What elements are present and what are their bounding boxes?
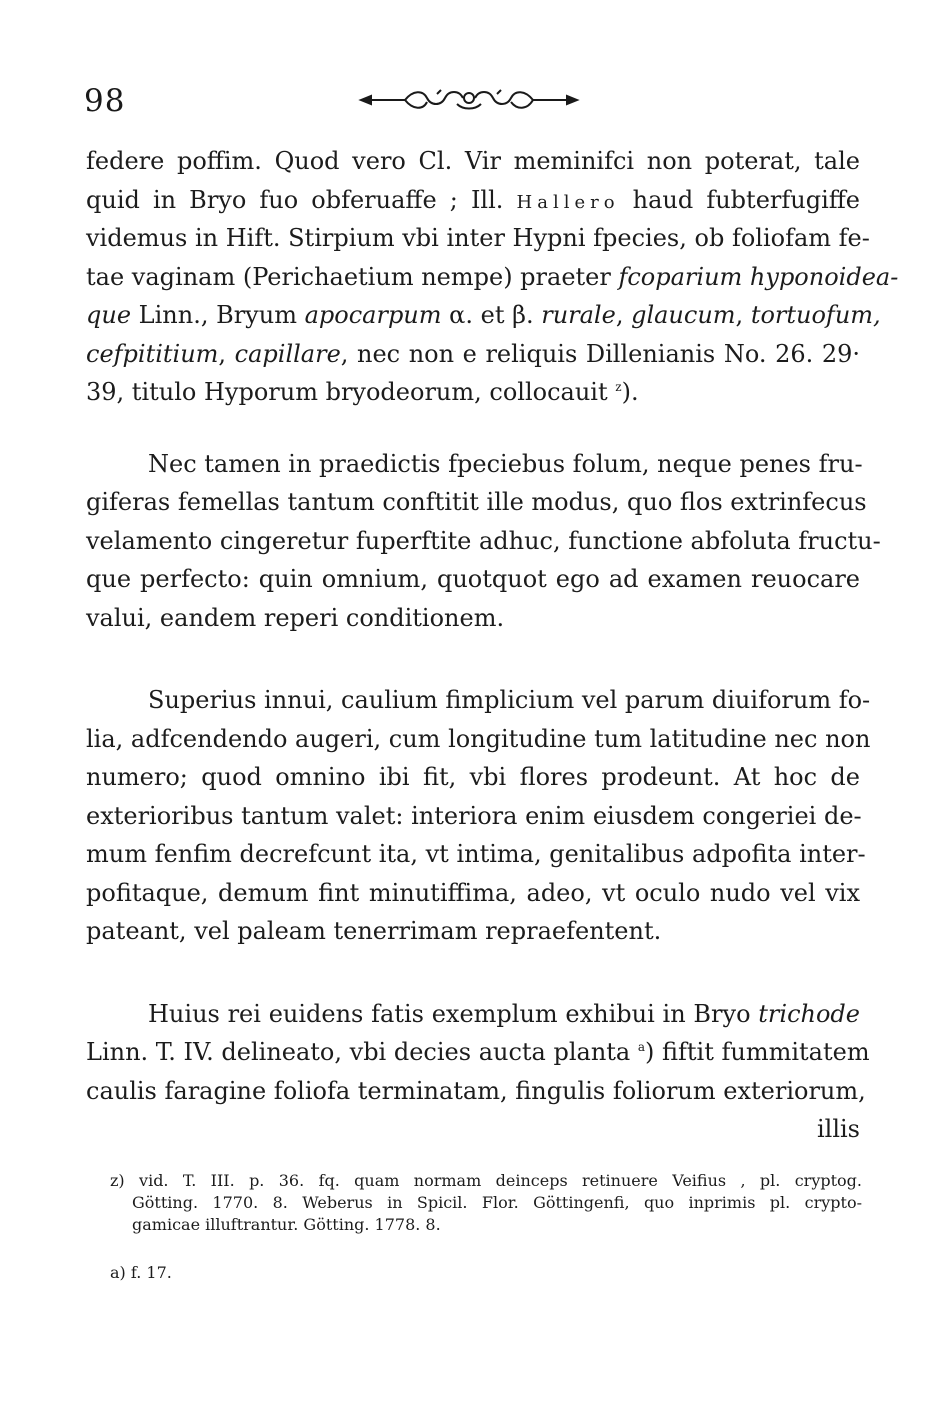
text-line (86, 373, 860, 412)
text-line: mum fenfim decrefcunt ita, vt intima, genitalibus adpofita inter- (86, 840, 866, 868)
author-name-small-caps: Hallero (516, 191, 620, 213)
text-line: valui, eandem reperi conditionem. (86, 603, 505, 632)
footnote-line: a) f. 17. (110, 1263, 172, 1282)
text-fragment: , (615, 301, 632, 329)
text-line: giferas femellas tantum conftitit ille modus, quo flos extrinfecus (86, 488, 867, 516)
footnotes (110, 1170, 862, 1284)
text-line (86, 335, 860, 374)
species-name-italic: glaucum (631, 301, 736, 329)
footnote-mark: a (637, 1040, 646, 1054)
text-line: videmus in Hift. Stirpium vbi inter Hypni fpecies, ob foliofam fe- (86, 224, 870, 252)
text-line: pateant, vel paleam tenerrimam repraefentent. (86, 917, 662, 945)
text-line: Superius innui, caulium fimplicium vel parum diuiforum fo- (148, 686, 871, 714)
text-fragment: Linn., Bryum (131, 301, 305, 329)
text-fragment: ) fiftit fummitatem (645, 1038, 870, 1066)
text-fragment: , (218, 339, 235, 368)
text-line: velamento cingeretur fuperftite adhuc, functione abfoluta fructu- (86, 526, 881, 555)
text-line (86, 258, 899, 297)
species-name-italic: que (86, 301, 132, 329)
species-name-italic: fcoparium hyponoidea- (618, 262, 899, 291)
text-line: caulis faragine foliofa terminatam, fingulis foliorum exteriorum, (86, 1076, 866, 1105)
footnote-mark: z (615, 380, 622, 394)
text-fragment: 39, titulo Hyporum bryodeorum, collocauit (86, 378, 616, 406)
species-name-italic: tortuofum, (750, 301, 881, 329)
text-fragment: α. et β. (441, 301, 542, 329)
text-fragment: , nec non e reliquis Dillenianis No. 26. 29· (340, 339, 860, 368)
footnote-gap (110, 1236, 862, 1262)
text-line: lia, adfcendendo augeri, cum longitudine tum latitudine nec non (86, 724, 871, 753)
footnote-line: gamicae illuftrantur. Götting. 1778. 8. (132, 1215, 441, 1234)
text-fragment: Linn. T. IV. delineato, vbi decies aucta planta (86, 1038, 638, 1066)
decorative-rule-icon (357, 86, 581, 114)
paragraph-gap (86, 951, 860, 995)
paragraph-gap (86, 637, 860, 681)
species-name-italic: rurale (541, 301, 616, 329)
text-line (86, 995, 860, 1034)
text-line (86, 181, 860, 220)
text-fragment: tae vaginam (Perichaetium nempe) praeter (86, 262, 619, 291)
footnote-line: z) vid. T. III. p. 36. fq. quam normam deinceps retinuere Veifius , pl. cryptog. (110, 1171, 862, 1190)
text-fragment: haud fubterfugiffe (619, 185, 860, 214)
paragraph-gap (86, 412, 860, 445)
text-fragment: , (735, 301, 751, 329)
text-line: pofitaque, demum fint minutiffima, adeo, vt oculo nudo vel vix (86, 878, 860, 907)
species-name-italic: trichode (758, 999, 860, 1028)
species-name-italic: apocarpum (304, 301, 442, 329)
main-text (86, 142, 899, 1149)
species-name-italic: capillare (234, 339, 341, 368)
text-fragment: Huius rei euidens fatis exemplum exhibui in Bryo (148, 999, 759, 1028)
text-line (86, 1033, 870, 1072)
footnote-line: Götting. 1770. 8. Weberus in Spicil. Flor. Göttingenfi, quo inprimis pl. crypto- (132, 1193, 862, 1212)
text-line (86, 296, 881, 335)
text-fragment: ). (621, 378, 639, 406)
page-number: 98 (84, 83, 126, 119)
text-line: numero; quod omnino ibi fit, vbi flores prodeunt. At hoc de (86, 763, 860, 791)
text-line: que perfecto: quin omnium, quotquot ego ad examen reuocare (86, 565, 860, 593)
text-line: exterioribus tantum valet: interiora enim eiusdem congeriei de- (86, 801, 862, 830)
species-name-italic: cefpititium (86, 339, 219, 368)
text-line: Nec tamen in praedictis fpeciebus folum, neque penes fru- (148, 449, 863, 478)
text-fragment: quid in Bryo fuo obferuaffe ; Ill. (86, 185, 517, 214)
text-line: federe poffim. Quod vero Cl. Vir meminifci non poterat, tale (86, 147, 860, 175)
catchword: illis (816, 1115, 860, 1143)
